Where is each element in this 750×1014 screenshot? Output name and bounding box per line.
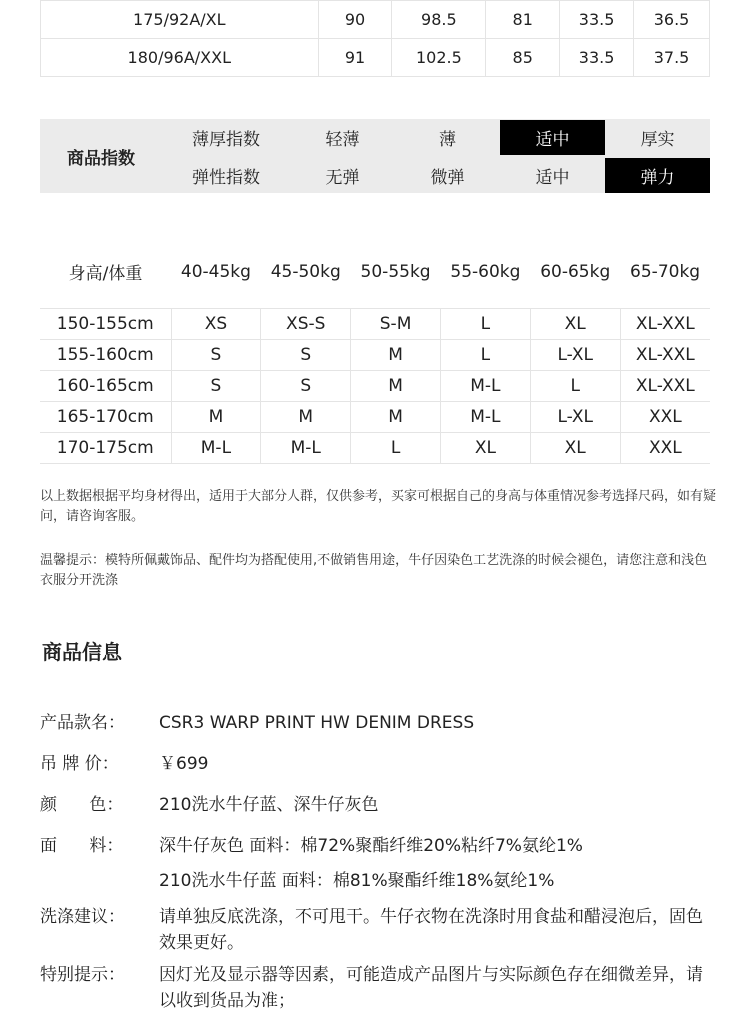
weight-header: 65-70kg: [620, 236, 710, 308]
size-recommendation: M-L: [440, 370, 530, 401]
product-index-label: 商品指数: [67, 148, 135, 169]
table-row: [41, 39, 710, 77]
data-note: 以上数据根据平均身材得出，适用于大部分人群，仅供参考，买家可根据自己的身高与体重情况参考选择尺码，如有疑问，请咨询客服。: [40, 489, 717, 524]
size-recommendation: M: [351, 370, 441, 401]
table-row: [40, 339, 710, 370]
size-cell: 37.5: [634, 39, 710, 77]
index-option-selected: 弹力: [605, 158, 710, 193]
size-recommendation: XS-S: [261, 308, 351, 339]
size-cell: 33.5: [560, 39, 634, 77]
size-recommendation: XXL: [620, 432, 710, 463]
size-cell: 102.5: [392, 39, 486, 77]
size-recommendation: M-L: [171, 432, 261, 463]
size-recommendation: M-L: [261, 432, 351, 463]
info-key: 产品款名：: [40, 713, 125, 733]
size-recommendation: L-XL: [530, 401, 620, 432]
elasticity-index-row: [162, 158, 710, 193]
size-cell: 85: [486, 39, 560, 77]
weight-header: 45-50kg: [261, 236, 351, 308]
index-option: 薄: [439, 130, 456, 150]
info-key: 特别提示：: [40, 965, 125, 985]
height-cell: 170-175cm: [40, 432, 171, 463]
info-value: 深牛仔灰色 面料：棉72%聚酯纤维20%粘纤7%氨纶1%: [159, 836, 583, 856]
size-cell: 180/96A/XXL: [41, 39, 319, 77]
index-option: 微弹: [430, 168, 465, 188]
section-title: 商品信息: [42, 640, 122, 664]
size-recommendation: XL-XXL: [620, 339, 710, 370]
size-recommendation: L: [440, 339, 530, 370]
height-cell: 150-155cm: [40, 308, 171, 339]
size-recommendation: XXL: [620, 401, 710, 432]
size-recommendation: XS: [171, 308, 261, 339]
info-value: 210洗水牛仔蓝 面料：棉81%聚酯纤维18%氨纶1%: [159, 871, 555, 891]
size-recommendation: L: [440, 308, 530, 339]
size-recommendation: S: [171, 339, 261, 370]
size-recommendation: S: [261, 339, 351, 370]
index-option: 轻薄: [325, 130, 360, 150]
index-option: 适中: [535, 168, 570, 188]
table-row: [41, 1, 710, 39]
index-option: 无弹: [325, 168, 360, 188]
height-cell: 155-160cm: [40, 339, 171, 370]
size-recommendation: XL-XXL: [620, 370, 710, 401]
table-row: [40, 432, 710, 463]
table-header-row: [40, 236, 710, 308]
info-value: CSR3 WARP PRINT HW DENIM DRESS: [159, 713, 475, 733]
info-value: 因灯光及显示器等因素，可能造成产品图片与实际颜色存在细微差异，请以收到货品为准；: [159, 965, 703, 1011]
height-weight-corner: 身高/体重: [40, 236, 171, 308]
size-cell: 175/92A/XL: [41, 1, 319, 39]
height-weight-header: [40, 236, 710, 308]
size-cell: 90: [318, 1, 392, 39]
product-index-table: [40, 119, 710, 193]
info-key: 面 料：: [40, 836, 124, 856]
index-option-selected: 适中: [500, 120, 605, 155]
size-recommendation: XL-XXL: [620, 308, 710, 339]
table-row: [40, 401, 710, 432]
table-row: [40, 370, 710, 401]
size-cell: 91: [318, 39, 392, 77]
height-cell: 160-165cm: [40, 370, 171, 401]
info-key: 吊 牌 价：: [40, 754, 119, 774]
size-recommendation: M-L: [440, 401, 530, 432]
size-table-body: [41, 1, 710, 77]
weight-header: 50-55kg: [351, 236, 441, 308]
size-recommendation: S: [261, 370, 351, 401]
size-recommendation: XL: [440, 432, 530, 463]
size-recommendation: S-M: [351, 308, 441, 339]
elasticity-index-name: 弹性指数: [192, 168, 260, 188]
size-cell: 33.5: [560, 1, 634, 39]
size-cell: 81: [486, 1, 560, 39]
size-recommendation: M: [351, 401, 441, 432]
size-recommendation: XL: [530, 308, 620, 339]
height-weight-table: [40, 236, 710, 464]
table-row: [40, 308, 710, 339]
info-value: 请单独反底洗涤，不可甩干。牛仔衣物在洗涤时用食盐和醋浸泡后，固色效果更好。: [159, 907, 703, 953]
size-recommendation: M: [351, 339, 441, 370]
height-cell: 165-170cm: [40, 401, 171, 432]
size-cell: 36.5: [634, 1, 710, 39]
info-value: ￥699: [159, 754, 209, 774]
weight-header: 60-65kg: [530, 236, 620, 308]
size-recommendation: L: [351, 432, 441, 463]
size-recommendation: M: [171, 401, 261, 432]
thickness-index-name: 薄厚指数: [192, 130, 260, 150]
info-key: 颜 色：: [40, 795, 124, 815]
info-value: 210洗水牛仔蓝、深牛仔灰色: [159, 795, 379, 815]
thickness-index-row: [162, 120, 710, 155]
weight-header: 40-45kg: [171, 236, 261, 308]
size-recommendation: S: [171, 370, 261, 401]
info-key: 洗涤建议：: [40, 907, 125, 927]
size-recommendation: M: [261, 401, 351, 432]
height-weight-body: [40, 308, 710, 463]
weight-header: 55-60kg: [440, 236, 530, 308]
size-recommendation: XL: [530, 432, 620, 463]
size-recommendation: L-XL: [530, 339, 620, 370]
index-option: 厚实: [640, 130, 675, 150]
size-recommendation: L: [530, 370, 620, 401]
size-cell: 98.5: [392, 1, 486, 39]
warm-tip: 温馨提示：模特所佩戴饰品、配件均为搭配使用,不做销售用途，牛仔因染色工艺洗涤的时候会褪色，请您注意和浅色衣服分开洗涤: [40, 553, 708, 588]
size-table: [40, 0, 710, 77]
